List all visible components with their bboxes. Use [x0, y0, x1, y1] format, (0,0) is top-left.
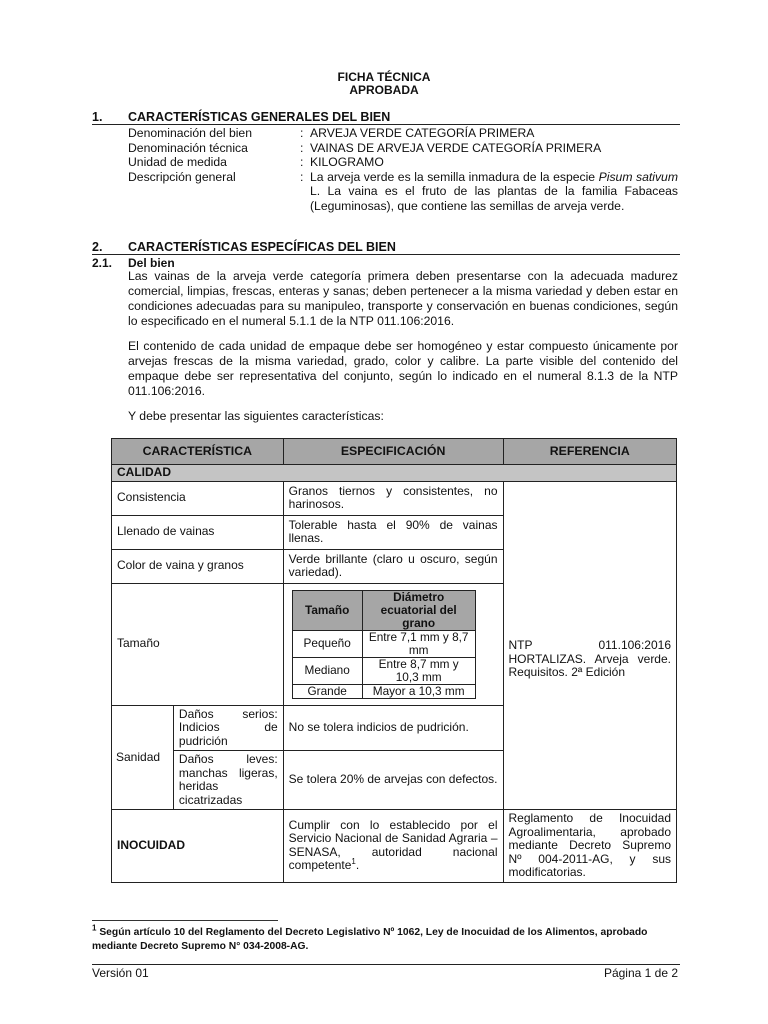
species-name: Pisum sativum — [598, 169, 678, 184]
size-row — [292, 657, 475, 684]
paragraph-2: El contenido de cada unidad de empaque debe ser homogéneo y estar compuesto únicamente por arvejas frescas de la misma variedad, grado, color y calibre. La parte visible del contenido del empaque debe ser representativa del conjunto, según lo indicado en el numeral 8.1.3 de la NTP 011.106:2016. — [128, 339, 678, 398]
tamano-spec — [283, 583, 503, 705]
table-row — [112, 481, 677, 515]
section-2-title: CARACTERÍSTICAS ESPECÍFICAS DEL BIEN — [128, 240, 396, 254]
general-label: Descripción general — [128, 169, 236, 184]
spec-header-row — [112, 439, 677, 465]
sanidad-label: Sanidad — [112, 705, 174, 810]
size-name: Pequeño — [292, 630, 362, 657]
size-name: Mediano — [292, 657, 362, 684]
subsection-number: 2.1. — [92, 256, 113, 270]
inocuidad-reference: Reglamento de Inocuidad Agroalimentaria, aprobado mediante Decreto Supremo Nº 004-2011-AG, y sus modificatorias. — [503, 810, 677, 883]
doc-title: FICHA TÉCNICA — [337, 70, 431, 84]
header-caracteristica: CARACTERÍSTICA — [112, 439, 284, 465]
llenado-spec: Tolerable hasta el 90% de vainas llenas. — [283, 515, 503, 549]
section-1-title: CARACTERÍSTICAS GENERALES DEL BIEN — [128, 110, 391, 124]
footnote-rule — [92, 920, 278, 921]
section-2-number: 2. — [92, 240, 103, 254]
color-label: Color de vaina y granos — [112, 549, 284, 583]
general-value: ARVEJA VERDE CATEGORÍA PRIMERA — [310, 126, 535, 140]
general-row — [128, 155, 678, 170]
description-text-b: L. La vaina es el fruto de las plantas de la familia Fabaceas (Leguminosas), que contiene las semillas de arveja verde. — [310, 184, 678, 213]
spec-table — [111, 438, 677, 883]
footnote-text: Según artículo 10 del Reglamento del Decreto Legislativo Nº 1062, Ley de Inocuidad de los Alimentos, aprobado mediante Decreto Supremo N° 034-2008-AG. — [92, 927, 648, 952]
llenado-label: Llenado de vainas — [112, 515, 284, 549]
size-range: Mayor a 10,3 mm — [362, 684, 475, 698]
paragraph-3: Y debe presentar las siguientes características: — [128, 409, 384, 423]
description-text-a: La arveja verde es la semilla inmadura de la especie — [310, 169, 599, 184]
general-row — [128, 170, 678, 214]
size-name: Grande — [292, 684, 362, 698]
tamano-label: Tamaño — [112, 583, 284, 705]
header-referencia: REFERENCIA — [503, 439, 677, 465]
consistencia-spec: Granos tiernos y consistentes, no harinosos. — [283, 481, 503, 515]
consistencia-label: Consistencia — [112, 481, 284, 515]
section-1-number: 1. — [92, 110, 103, 124]
general-sep: : — [300, 126, 304, 140]
danos-leves-spec: Se tolera 20% de arvejas con defectos. — [283, 751, 503, 810]
footnote-ref: 1 — [351, 857, 356, 867]
general-row — [128, 126, 678, 141]
header-especificacion: ESPECIFICACIÓN — [283, 439, 503, 465]
danos-serios-label: Daños serios: Indicios de pudrición — [173, 705, 283, 751]
section-2-rule — [92, 254, 680, 255]
paragraph-1: Las vainas de la arveja verde categoría primera deben presentarse con la adecuada madurez comercial, limpias, frescas, enteras y sanas; deben pertenecer a la misma variedad y deben estar en condiciones adecuadas para su manipuleo, transporte y conservación en buenas condiciones, según lo especificado en el numeral 5.1.1 de la NTP 011.106:2016. — [128, 269, 678, 328]
calidad-row — [112, 465, 677, 482]
inocuidad-spec-text: Cumplir con lo establecido por el Servicio Nacional de Sanidad Agraria – SENASA, autoridad nacional competente — [288, 817, 498, 873]
general-label: Unidad de medida — [128, 155, 227, 169]
general-label: Denominación del bien — [128, 126, 252, 140]
general-sep: : — [300, 169, 304, 184]
general-sep: : — [300, 155, 304, 169]
footnote — [92, 923, 682, 953]
subsection-title: Del bien — [128, 256, 175, 270]
size-row — [292, 630, 475, 657]
size-range: Entre 8,7 mm y 10,3 mm — [362, 657, 475, 684]
size-header-diametro: Diámetro ecuatorial del grano — [362, 590, 475, 630]
size-range: Entre 7,1 mm y 8,7 mm — [362, 630, 475, 657]
inocuidad-spec: Cumplir con lo establecido por el Servicio Nacional de Sanidad Agraria – SENASA, autoridad nacional competente$^1$. — [283, 810, 503, 883]
footer-rule — [92, 964, 680, 965]
size-header-tamano: Tamaño — [292, 590, 362, 630]
size-row — [292, 684, 475, 698]
size-table — [292, 590, 476, 699]
footer-page-number: Página 1 de 2 — [603, 966, 678, 980]
danos-serios-spec: No se tolera indicios de pudrición. — [283, 705, 503, 751]
inocuidad-label: INOCUIDAD — [112, 810, 284, 883]
section-1-rule — [92, 124, 680, 125]
footer-version: Versión 01 — [92, 966, 149, 980]
doc-subtitle: APROBADA — [349, 83, 419, 97]
table-row — [112, 810, 677, 883]
general-label: Denominación técnica — [128, 140, 248, 155]
ntp-reference: NTP 011.106:2016 HORTALIZAS. Arveja verde. Requisitos. 2ª Edición — [503, 481, 677, 810]
size-header-row — [292, 590, 475, 630]
general-value: KILOGRAMO — [310, 155, 384, 169]
general-row — [128, 141, 678, 156]
general-info-table — [128, 126, 678, 213]
general-value: VAINAS DE ARVEJA VERDE CATEGORÍA PRIMERA — [310, 140, 602, 155]
danos-leves-label: Daños leves: manchas ligeras, heridas cicatrizadas — [173, 751, 283, 810]
footnote-mark: 1 — [92, 923, 97, 933]
general-sep: : — [300, 140, 304, 155]
general-description — [310, 170, 678, 214]
calidad-label: CALIDAD — [112, 465, 677, 482]
color-spec: Verde brillante (claro u oscuro, según variedad). — [283, 549, 503, 583]
